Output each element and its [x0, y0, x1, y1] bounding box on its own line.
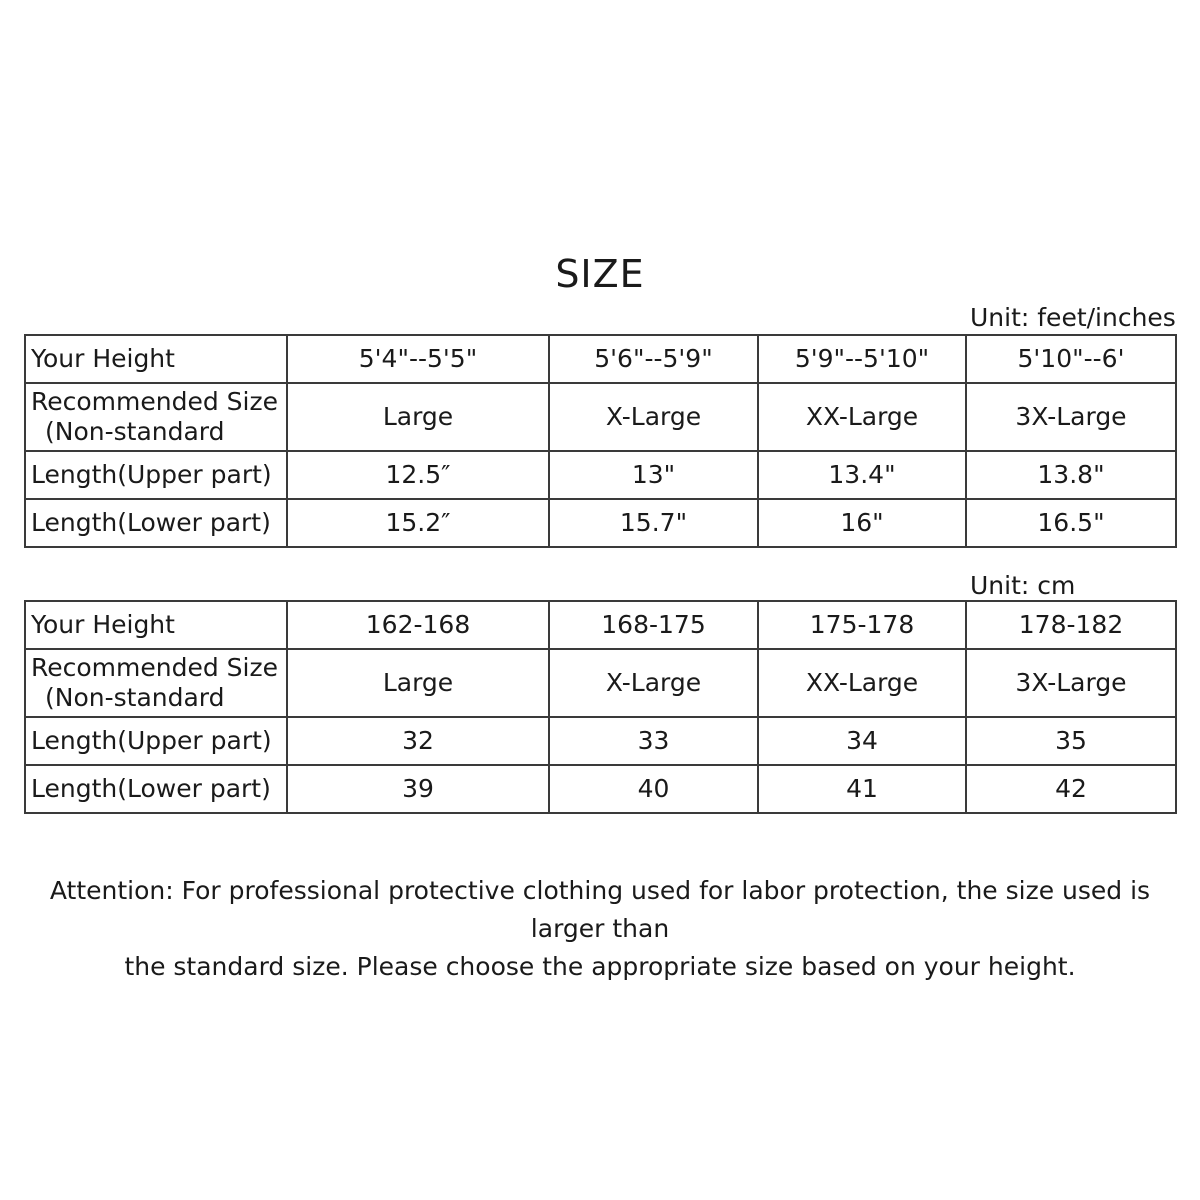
attention-line: Attention: For professional protective clothing used for labor protection, the size used is larger than	[49, 876, 1151, 943]
attention-note	[20, 872, 1180, 986]
page-title: SIZE	[555, 252, 645, 296]
table-row	[25, 601, 1176, 649]
row-label-lower-length: Length(Lower part)	[25, 499, 287, 547]
table-cell: 33	[549, 717, 758, 765]
size-table-metric	[24, 600, 1177, 814]
attention-line: the standard size. Please choose the appropriate size based on your height.	[124, 952, 1076, 981]
table-cell: 5'4"--5'5"	[287, 335, 549, 383]
table-cell: 16.5"	[966, 499, 1176, 547]
table-row	[25, 717, 1176, 765]
table-cell: 5'9"--5'10"	[758, 335, 966, 383]
table-cell: 13.4"	[758, 451, 966, 499]
table-cell: 3X-Large	[966, 383, 1176, 451]
table-cell: 16"	[758, 499, 966, 547]
table-cell: 32	[287, 717, 549, 765]
table-cell: 178-182	[966, 601, 1176, 649]
row-label-recommended-size	[25, 383, 287, 451]
table-row	[25, 649, 1176, 717]
table-cell: 41	[758, 765, 966, 813]
table-cell: 5'6"--5'9"	[549, 335, 758, 383]
table-cell: 42	[966, 765, 1176, 813]
row-label-lower-length: Length(Lower part)	[25, 765, 287, 813]
table-cell: 15.2″	[287, 499, 549, 547]
table-cell: 175-178	[758, 601, 966, 649]
row-label-line: (Non-standard	[45, 417, 225, 446]
table-cell: XX-Large	[758, 383, 966, 451]
table-cell: X-Large	[549, 649, 758, 717]
size-table-imperial	[24, 334, 1177, 548]
table-cell: 12.5″	[287, 451, 549, 499]
unit-label-imperial: Unit: feet/inches	[970, 303, 1176, 332]
table-row	[25, 383, 1176, 451]
table-row	[25, 765, 1176, 813]
row-label-line: Recommended Size	[31, 387, 278, 416]
row-label-height: Your Height	[25, 335, 287, 383]
table-cell: 15.7"	[549, 499, 758, 547]
table-cell: 5'10"--6'	[966, 335, 1176, 383]
table-cell: Large	[287, 649, 549, 717]
table-cell: X-Large	[549, 383, 758, 451]
table-cell: 35	[966, 717, 1176, 765]
row-label-recommended-size	[25, 649, 287, 717]
table-cell: 3X-Large	[966, 649, 1176, 717]
table-cell: 40	[549, 765, 758, 813]
table-cell: 162-168	[287, 601, 549, 649]
table-row	[25, 451, 1176, 499]
table-cell: Large	[287, 383, 549, 451]
unit-label-metric: Unit: cm	[970, 571, 1076, 600]
row-label-line: Recommended Size	[31, 653, 278, 682]
table-cell: 168-175	[549, 601, 758, 649]
row-label-upper-length: Length(Upper part)	[25, 451, 287, 499]
row-label-line: (Non-standard	[45, 683, 225, 712]
row-label-upper-length: Length(Upper part)	[25, 717, 287, 765]
table-cell: 13"	[549, 451, 758, 499]
table-cell: 13.8"	[966, 451, 1176, 499]
table-cell: XX-Large	[758, 649, 966, 717]
table-cell: 34	[758, 717, 966, 765]
table-cell: 39	[287, 765, 549, 813]
row-label-height: Your Height	[25, 601, 287, 649]
table-row	[25, 335, 1176, 383]
table-row	[25, 499, 1176, 547]
